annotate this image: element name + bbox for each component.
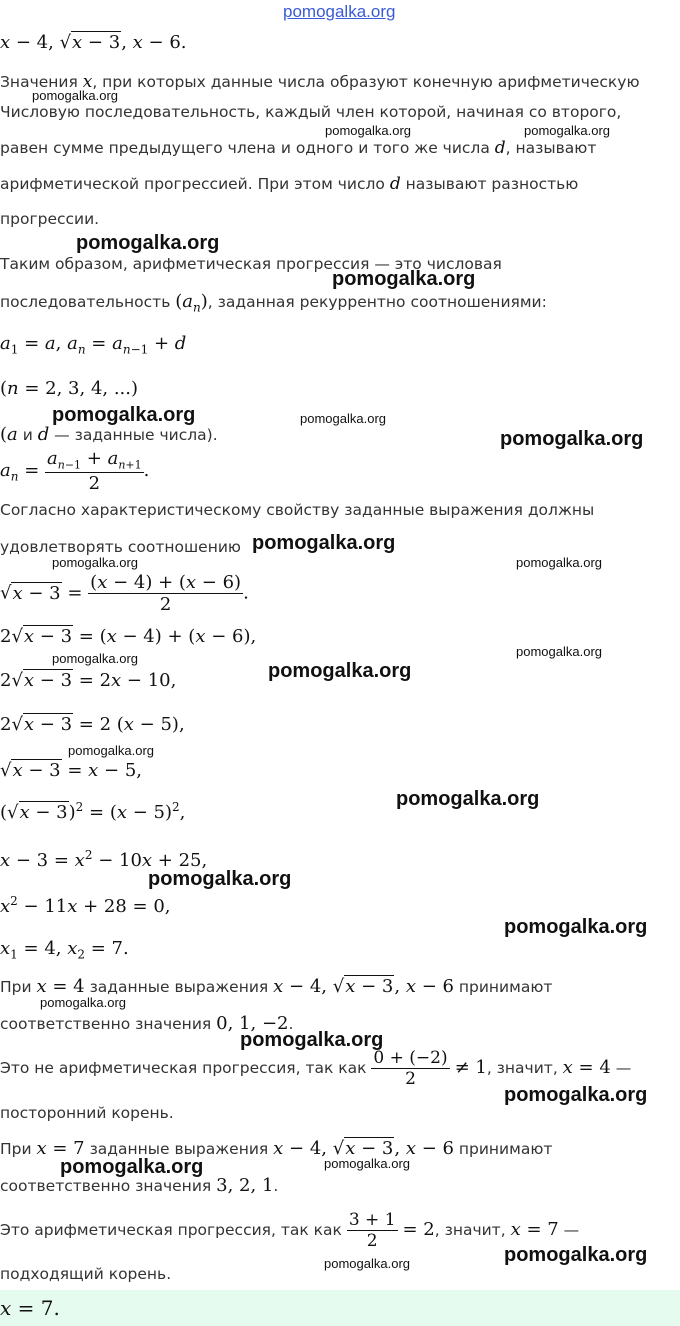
line-2: Значения x, при которых данные числа образуют конечную арифметическую xyxy=(0,72,640,92)
watermark: pomogalka.org xyxy=(325,123,411,138)
line-12: $a_n$ = $\frac{a_{n-1} + a_{n+1}}{2}$ . xyxy=(0,448,150,494)
line-24: При x = 4 заданные выражения x − 4, √x − 3, x − 6 принимают xyxy=(0,976,553,997)
line-9: $a_1 = a$, $a_n = a_{n-1} + d$ xyxy=(0,333,187,357)
watermark: pomogalka.org xyxy=(500,428,644,450)
watermark: pomogalka.org xyxy=(396,788,540,810)
answer-text: x = 7. xyxy=(0,1296,60,1320)
watermark: pomogalka.org xyxy=(524,123,610,138)
line-8: последовательность $(a_n)$, заданная рекуррентно соотношениями: xyxy=(0,291,547,315)
line-11: (a и d — заданные числа). xyxy=(0,424,218,445)
line-10: (n = 2, 3, 4, ...) xyxy=(0,378,139,399)
watermark: pomogalka.org xyxy=(324,1256,410,1271)
watermark: pomogalka.org xyxy=(148,868,292,890)
line-6: прогрессии. xyxy=(0,210,100,228)
watermark: pomogalka.org xyxy=(40,995,126,1010)
line-4: равен сумме предыдущего члена и одного и того же числа d, называют xyxy=(0,138,597,158)
line-28: При x = 7 заданные выражения x − 4, √x − 3, x − 6 принимают xyxy=(0,1138,553,1159)
watermark: pomogalka.org xyxy=(252,532,396,554)
line-5: арифметической прогрессией. При этом число d называют разностью xyxy=(0,174,579,194)
watermark: pomogalka.org xyxy=(516,555,602,570)
line-27: посторонний корень. xyxy=(0,1104,174,1122)
line-13: Согласно характеристическому свойству заданные выражения должны xyxy=(0,501,595,519)
answer-box xyxy=(0,1290,680,1326)
line-7: Таким образом, арифметическая прогрессия — это числовая xyxy=(0,255,502,273)
watermark: pomogalka.org xyxy=(504,1244,648,1266)
watermark: pomogalka.org xyxy=(52,555,138,570)
line-30: Это арифметическая прогрессия, так как $\frac{3 + 1}{2}$ = 2, значит, x = 7 — xyxy=(0,1210,580,1251)
line-26: Это не арифметическая прогрессия, так как $\frac{0 + (-2)}{2}$ ≠ 1, значит, x = 4 — xyxy=(0,1048,632,1089)
line-1: x − 4, √x − 3, x − 6. xyxy=(0,32,187,53)
watermark: pomogalka.org xyxy=(76,232,220,254)
line-29: соответственно значения 3, 2, 1. xyxy=(0,1175,279,1196)
watermark: pomogalka.org xyxy=(240,1029,384,1051)
watermark: pomogalka.org xyxy=(52,651,138,666)
watermark: pomogalka.org xyxy=(332,268,476,290)
line-25: соответственно значения 0, 1, −2. xyxy=(0,1013,294,1034)
line-14: удовлетворять соотношению xyxy=(0,538,241,556)
watermark: pomogalka.org xyxy=(504,916,648,938)
watermark-top-link[interactable]: pomogalka.org xyxy=(283,2,396,21)
line-16: 2√x − 3 = (x − 4) + (x − 6), xyxy=(0,626,257,647)
watermark: pomogalka.org xyxy=(324,1156,410,1171)
watermark: pomogalka.org xyxy=(516,644,602,659)
line-31: подходящий корень. xyxy=(0,1265,172,1283)
line-23: $x_1 = 4$, $x_2 = 7$. xyxy=(0,938,129,962)
line-15: √x − 3 = $\frac{(x - 4) + (x - 6)}{2}$ . xyxy=(0,572,249,615)
line-17: 2√x − 3 = 2x − 10, xyxy=(0,670,177,691)
watermark: pomogalka.org xyxy=(52,404,196,426)
watermark: pomogalka.org xyxy=(268,660,412,682)
line-20: $(√x - 3)^2 = (x - 5)^2$, xyxy=(0,800,186,823)
line-18: 2√x − 3 = 2 (x − 5), xyxy=(0,714,185,735)
watermark: pomogalka.org xyxy=(68,743,154,758)
watermark: pomogalka.org xyxy=(300,411,386,426)
line-3: Числовую последовательность, каждый член которой, начиная со второго, xyxy=(0,103,622,121)
watermark: pomogalka.org xyxy=(60,1156,204,1178)
line-21: $x - 3 = x^2 - 10x + 25$, xyxy=(0,848,208,871)
line-22: $x^2 - 11x + 28 = 0$, xyxy=(0,894,171,917)
watermark: pomogalka.org xyxy=(32,88,118,103)
line-19: √x − 3 = x − 5, xyxy=(0,760,143,781)
watermark: pomogalka.org xyxy=(504,1084,648,1106)
